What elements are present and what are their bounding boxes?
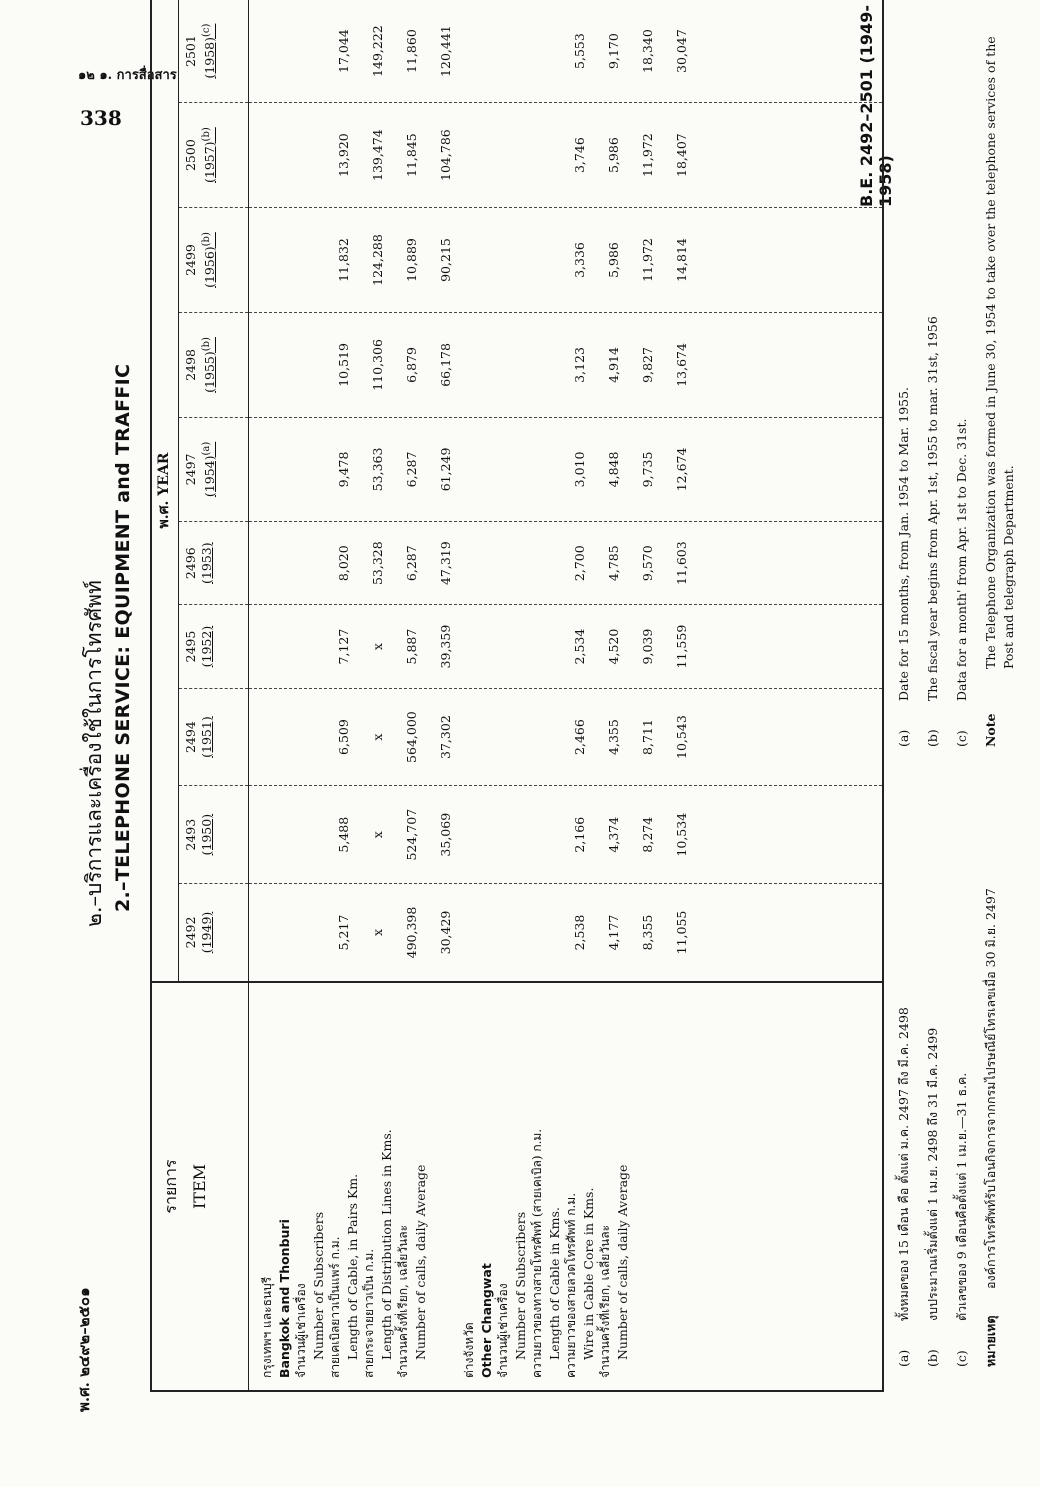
table-cell-value: 564,000 [404,711,419,763]
table-cell-value: 2,700 [572,545,587,582]
year-value-column [249,312,883,417]
footnote-mark: (b) [201,337,212,352]
group-spacer [471,690,571,785]
note-text: The Telephone Organization was formed in June 30, 1954 to take over the telephone services of the Post and telegraph Department. [983,36,1016,669]
group-name-english: Other Changwat [479,1263,494,1378]
item-label-english: Length of Cable in Kms. [547,1207,562,1360]
table-cell-value: 3,123 [572,347,587,383]
note-label: (c) [954,1350,969,1367]
note-text: ทั้งหมดของ 15 เดือน คือ ตั้งแต่ ม.ค. 2497 ถึง มี.ค. 2498 [896,1007,911,1321]
year-be: 2492 [183,916,198,949]
item-label-thai: สายกระจายยาวเป็น ก.ม. [362,1248,376,1378]
item-label-thai: ความยาวของสายลวดโทรศัพท์ ก.ม. [564,1192,578,1378]
table-cell-value: 10,519 [336,343,351,387]
title-thai: ๒.–บริการและเครื่องใช้ในการโทรศัพท์ [82,580,106,927]
footnote-mark: (b) [201,232,212,247]
table-cell-value: 4,520 [606,628,621,665]
group-spacer [471,104,571,206]
notes-thai [895,747,1011,1367]
table-cell-value: 4,355 [606,719,621,755]
group-spacer [471,523,571,603]
year-column-header [179,312,249,417]
table-cell-value: 30,429 [438,910,453,955]
table-cell-value: 8,711 [640,719,655,755]
item-header [152,982,249,1390]
item-header-english: ITEM [190,1163,209,1210]
year-value-column [249,208,883,313]
year-ce: (1950) [199,813,214,856]
title-english: 2.–TELEPHONE SERVICE: EQUIPMENT and TRAFFIC [112,363,134,912]
year-ce: $(1956)^{(b)}$ [201,232,218,288]
note-row [982,747,1000,1367]
table-cell-value: 6,509 [336,719,351,755]
group-spacer [429,995,461,1378]
footnote-mark: (a) [201,441,212,456]
table-cell-value: 2,534 [572,628,587,665]
note-text: Data for a month' from Apr. 1st to Dec. 31st. [954,418,969,701]
group-name-thai: กรุงเทพฯ และธนบุรี [260,1276,274,1378]
table-cell-value: x [370,643,385,651]
group-spacer [471,885,571,980]
table-cell-value: 2,466 [572,719,587,755]
year-value-column [249,103,883,208]
note-text: The fiscal year begins from Apr. 1st, 1955 to mar. 31st, 1956 [925,316,940,701]
note-text: งบประมาณเริ่มตั้งแต่ 1 เม.ย. 2498 ถึง 31 มี.ค. 2499 [925,1027,940,1321]
year-ce: (1953) [199,542,214,584]
group-spacer [471,1,571,101]
note-label: (a) [896,1349,911,1367]
table-cell-value: 5,986 [606,242,621,278]
note-row [982,7,1018,747]
year-be: 2500 [183,139,198,172]
table-cell-value: 139,474 [370,129,385,181]
table-cell-value: 11,055 [674,910,689,955]
note-label: (c) [954,730,969,747]
group-spacer [471,419,571,520]
group-spacer [471,787,571,882]
table-cell-value: 8,274 [640,816,655,853]
table-cell-value: 104,786 [438,129,453,181]
group-spacer [471,314,571,416]
notes-english [895,7,1029,747]
year-ce: $(1955)^{(b)}$ [201,337,218,393]
item-label-english: Length of Distribution Lines in Kms. [379,1129,394,1360]
table-cell-value: 7,127 [336,628,351,665]
table-cell-value: 4,177 [606,914,621,951]
year-value-column [249,0,883,103]
year-value-column [249,605,883,688]
group-spacer [471,606,571,686]
table-cell-value: 39,359 [438,624,453,669]
item-label-english: Length of Cable, in Pairs Km. [345,1173,360,1360]
year-ce: (1952) [199,625,214,668]
table-cell-value: 120,441 [438,25,453,77]
note-row [895,7,913,747]
table-cell-value: 6,287 [404,545,419,582]
year-be: 2499 [183,244,198,276]
table-cell-value: 5,217 [336,914,351,951]
year-be: 2494 [183,721,198,753]
year-value-column [249,884,883,983]
table-cell-value: 11,559 [674,624,689,669]
table-cell-value: 10,534 [674,812,689,857]
table-cell-value: 4,785 [606,545,621,582]
note-text: Date for 15 months, from Jan. 1954 to Mar. 1955. [896,386,911,701]
table-cell-value: 524,707 [404,808,419,861]
year-be: 2498 [183,349,198,381]
note-row [953,747,971,1367]
table-cell-value: 3,336 [572,242,587,278]
table-cell-value: 10,889 [404,238,419,282]
table-cell-value: x [370,733,385,741]
table-cell-value: 90,215 [438,238,453,282]
note-label: (b) [925,729,940,747]
table-cell-value: 5,986 [606,137,621,174]
year-be: 2495 [183,630,198,663]
year-column-header [179,417,249,521]
table-cell-value: 11,845 [404,133,419,177]
table-cell-value: 9,827 [640,347,655,383]
footnote-mark: (b) [201,127,212,142]
table-cell-value: 2,538 [572,914,587,951]
table-cell-value: 5,488 [336,816,351,853]
table-cell-value: 53,328 [370,541,385,586]
page-number: 338 [80,106,122,130]
table-cell-value: 14,814 [674,238,689,282]
table-cell-value: 66,178 [438,343,453,387]
year-be: 2497 [183,453,198,486]
year-column-header [179,884,249,983]
item-label-thai: จำนวนผู้เช่าเครื่อง [294,1283,308,1378]
table-cell-value: 30,047 [674,29,689,73]
year-column-header [179,688,249,786]
item-label-thai: จำนวนครั้งที่เรียก, เฉลี่ยวันละ [396,1224,410,1378]
table-cell-value: 9,735 [640,451,655,488]
table-cell-value: 11,972 [640,133,655,177]
table-cell-value: x [370,928,385,937]
year-column-header [179,521,249,604]
table-cell-value: 6,287 [404,451,419,488]
item-label-thai: จำนวนครั้งที่เรียก, เฉลี่ยวันละ [598,1224,612,1378]
group-spacer [471,209,571,311]
note-text: ตัวเลขของ 9 เดือนคือตั้งแต่ 1 เม.ย.—31 ธ.ค. [954,1072,969,1321]
table-cell-value: 3,746 [572,137,587,174]
year-value-column [249,688,883,786]
table-cell-value: 11,603 [674,541,689,586]
year-be: 2493 [183,818,198,851]
item-label-english: Wire in Cable Core in Kms. [581,1187,596,1360]
item-label-english: Number of calls, daily Average [615,1164,630,1360]
year-column-header [179,786,249,884]
table-cell-value: 35,069 [438,812,453,857]
table-cell-value: 47,319 [438,541,453,586]
table-cell-value: 13,920 [336,133,351,177]
group-name-english: Bangkok and Thonburi [277,1219,292,1378]
footnote-mark: (c) [201,23,212,37]
note-label: Note [983,713,998,747]
table-cell-value: 8,355 [640,914,655,951]
table-cell-value: 53,363 [370,447,385,492]
year-column-header [179,208,249,313]
year-value-column [249,417,883,521]
table-cell-value: 5,887 [404,628,419,665]
note-label: (b) [925,1349,940,1367]
year-column-header [179,103,249,208]
item-label-english: Number of Subscribers [513,1211,528,1360]
table-cell-value: 9,039 [640,628,655,665]
year-value-column [249,786,883,884]
table-cell-value: 9,570 [640,545,655,582]
year-range-english: B.E. 2492–2501 (1949-1958) [857,5,895,207]
table-cell-value: 18,407 [674,133,689,177]
table-cell-value: 11,860 [404,29,419,73]
statistics-table [150,0,884,1392]
year-range-thai: พ.ศ. ๒๔๙๒–๒๕๐๑ [75,1287,93,1412]
note-label: หมายเหตุ [983,1315,998,1367]
item-label-english: Number of Subscribers [311,1211,326,1360]
table-cell-value: 124,288 [370,234,385,286]
note-text: องค์การโทรศัพท์รับโอนกิจการจากกรมไปรษณีย์โทรเลขเมื่อ 30 มิ.ย. 2497 [983,888,998,1289]
item-label-thai: สายเคเบิลยาวเป็นแพร์ ก.ม. [328,1236,342,1378]
header-section-label: ๑๒ ๑. การสื่อสาร [78,68,177,83]
table-cell-value: 37,302 [438,715,453,759]
year-ce: $(1958)^{(c)}$ [201,23,218,79]
table-cell-value: 10,543 [674,715,689,759]
year-column-header [179,0,249,103]
table-cell-value: 4,848 [606,451,621,488]
table-cell-value: 8,020 [336,545,351,582]
table-cell-value: 4,374 [606,816,621,853]
note-label: (a) [896,729,911,747]
table-cell-value: 2,166 [572,816,587,853]
year-be: 2496 [183,547,198,580]
item-header-thai: รายการ [161,1159,180,1214]
table-cell-value: 490,398 [404,906,419,959]
year-ce: (1951) [199,716,214,758]
table-cell-value: 18,340 [640,29,655,73]
table-cell-value: 110,306 [370,339,385,391]
table-cell-value: 3,010 [572,451,587,488]
table-cell-value: 149,222 [370,25,385,77]
year-column-header [179,605,249,688]
year-be: 2501 [183,35,198,67]
table-cell-value: 17,044 [336,29,351,73]
item-label-english: Number of calls, daily Average [413,1164,428,1360]
year-ce: $(1957)^{(b)}$ [201,127,218,184]
table-cell-value: 4,914 [606,347,621,383]
table-cell-value: x [370,831,385,839]
table-body-row [249,0,883,1390]
table-cell-value: 11,972 [640,238,655,282]
table-cell-value: 5,553 [572,33,587,69]
note-row [895,747,913,1367]
table-cell-value: 9,170 [606,33,621,69]
note-row [924,747,942,1367]
table-cell-value: 61,249 [438,447,453,492]
year-value-column [249,521,883,604]
year-header: พ.ศ. YEAR [152,0,179,982]
item-column [249,982,883,1390]
item-label-thai: ความยาวของทางสายโทรศัพท์ (สายเคเบิล) ก.ม. [530,1128,544,1378]
table-cell-value: 6,879 [404,347,419,383]
note-row [953,7,971,747]
table-cell-value: 9,478 [336,451,351,488]
year-ce: (1949) [199,911,214,954]
table-cell-value: 12,674 [674,447,689,492]
item-label-thai: จำนวนผู้เช่าเครื่อง [496,1283,510,1378]
note-row [924,7,942,747]
year-ce: $(1954)^{(a)}$ [201,441,218,498]
table-cell-value: 13,674 [674,343,689,387]
group-name-thai: ต่างจังหวัด [462,1322,476,1378]
table-cell-value: 11,832 [336,238,351,282]
